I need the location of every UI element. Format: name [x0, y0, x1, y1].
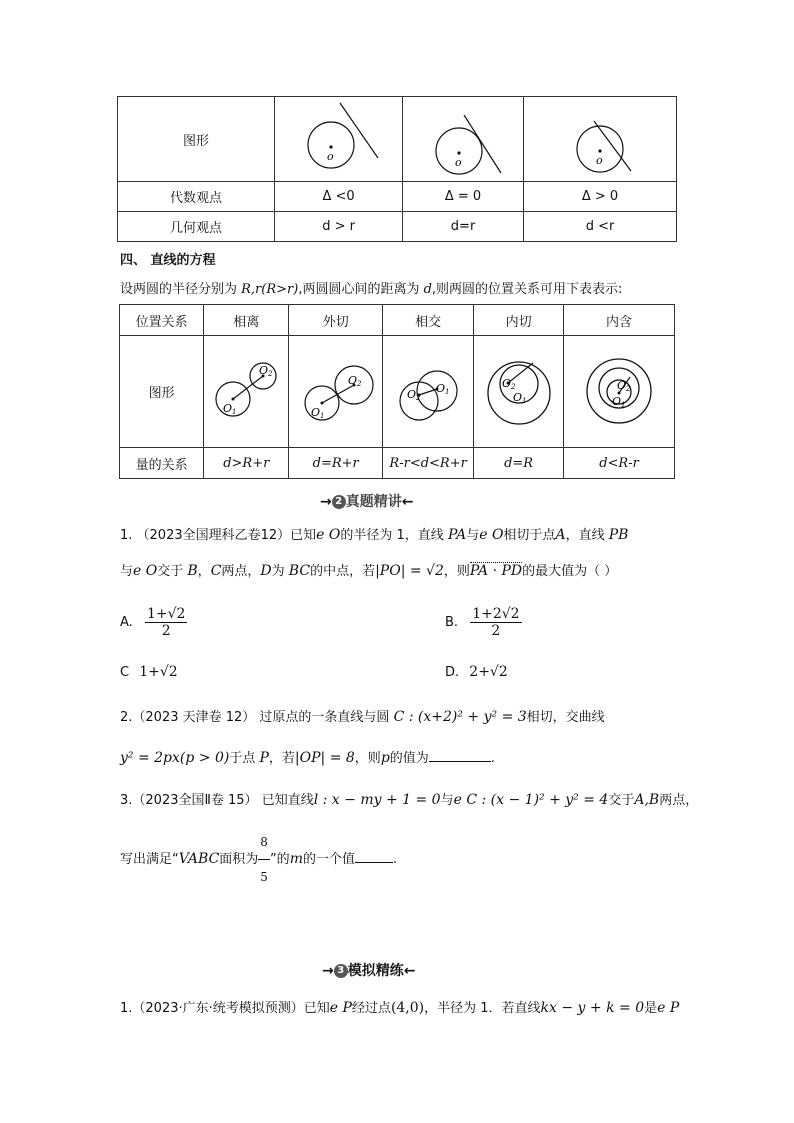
- relation-contain: d<R-r: [564, 448, 675, 479]
- question-1-line-1: 1. （2023全国理科乙卷12）已知e O的半径为 1，直线 PA与e O相切于点A，直线 PB: [120, 527, 629, 543]
- figure-circles-external-tangent: [289, 336, 383, 448]
- relation-separate: d>R+r: [204, 448, 289, 479]
- header-external-tangent: 外切: [289, 305, 383, 336]
- option-c[interactable]: C 1+√2: [120, 664, 178, 680]
- row-label-relation: 量的关系: [120, 448, 204, 479]
- question-2-line-2: y² = 2px(p > 0)于点 P，若|OP| = 8，则p的值为 .: [120, 750, 495, 766]
- svg-text:O2: O2: [502, 376, 516, 391]
- algebraic-intersect: Δ > 0: [524, 182, 677, 212]
- svg-text:O2: O2: [406, 387, 421, 402]
- answer-blank-3[interactable]: [355, 862, 393, 863]
- figure-separate: [275, 97, 403, 182]
- answer-blank-2[interactable]: [429, 761, 491, 762]
- algebraic-separate: Δ <0: [275, 182, 403, 212]
- svg-text:O2: O2: [259, 363, 273, 378]
- question-1-line-2: 与e O交于 B，C两点，D为 BC的中点，若|PO| = √2，则PA · PD的最大值为（ ）: [120, 563, 618, 579]
- figure-circles-internal-tangent: [474, 336, 564, 448]
- section-heading-zhenti: → 2 真题精讲←: [320, 494, 414, 510]
- relation-external-tangent: d=R+r: [289, 448, 383, 479]
- figure-intersect: [524, 97, 677, 182]
- geometric-separate: d > r: [275, 212, 403, 242]
- row-label-algebraic: 代数观点: [118, 182, 275, 212]
- question-3-line-2: 写出满足“VABC面积为 $\frac{8}{5}$ ”的m的一个值 .: [120, 825, 397, 894]
- relation-internal-tangent: d=R: [474, 448, 564, 479]
- geometric-intersect: d <r: [524, 212, 677, 242]
- svg-text:O1: O1: [513, 390, 527, 405]
- svg-text:o: o: [454, 156, 462, 169]
- svg-text:O1: O1: [435, 381, 450, 396]
- section-title: 四、 直线的方程: [120, 253, 216, 268]
- number-badge: 3: [334, 964, 348, 978]
- geometric-tangent: d=r: [403, 212, 524, 242]
- svg-text:O2: O2: [617, 378, 631, 393]
- row-label-figure-2: 图形: [120, 336, 204, 448]
- question-2-line-1: 2.（2023 天津卷 12） 过原点的一条直线与圆 C : (x+2)² + y² = 3相切，交曲线: [120, 709, 605, 725]
- svg-text:O1: O1: [612, 394, 626, 409]
- algebraic-tangent: Δ = 0: [403, 182, 524, 212]
- svg-text:O2: O2: [348, 373, 362, 388]
- section-heading-moni: → 3 模拟精练←: [322, 963, 416, 979]
- figure-circles-contain: [564, 336, 675, 448]
- figure-circles-intersect: [383, 336, 474, 448]
- option-b[interactable]: B. $\frac{1+2√2}{2}$: [445, 606, 520, 639]
- two-circles-table: [119, 304, 675, 479]
- svg-text:O1: O1: [311, 405, 325, 420]
- svg-text:O1: O1: [223, 401, 237, 416]
- mock-question-1: 1.（2023·广东·统考模拟预测）已知e P经过点(4,0)，半径为 1．若直线kx − y + k = 0是e P: [120, 1000, 680, 1016]
- figure-circles-separate: [204, 336, 289, 448]
- row-label-figure: 图形: [118, 97, 275, 182]
- line-circle-table: [117, 96, 677, 242]
- header-intersect: 相交: [383, 305, 474, 336]
- option-d[interactable]: D. 2+√2: [445, 664, 508, 680]
- header-internal-tangent: 内切: [474, 305, 564, 336]
- section-intro: 设两圆的半径分别为 R,r(R>r),两圆圆心间的距离为 d,则两圆的位置关系可用下表表示:: [120, 282, 623, 297]
- row-label-geometric: 几何观点: [118, 212, 275, 242]
- svg-text:o: o: [326, 150, 334, 163]
- option-a[interactable]: A. $\frac{1+√2}{2}$: [120, 606, 186, 639]
- header-separate: 相离: [204, 305, 289, 336]
- figure-tangent: [403, 97, 524, 182]
- svg-text:o: o: [595, 154, 603, 167]
- header-position: 位置关系: [120, 305, 204, 336]
- header-contain: 内含: [564, 305, 675, 336]
- question-3-line-1: 3.（2023全国Ⅱ卷 15） 已知直线l : x − my + 1 = 0与e C : (x − 1)² + y² = 4交于A,B两点，: [120, 792, 699, 808]
- relation-intersect: R-r<d<R+r: [383, 448, 474, 479]
- number-badge: 2: [332, 495, 346, 509]
